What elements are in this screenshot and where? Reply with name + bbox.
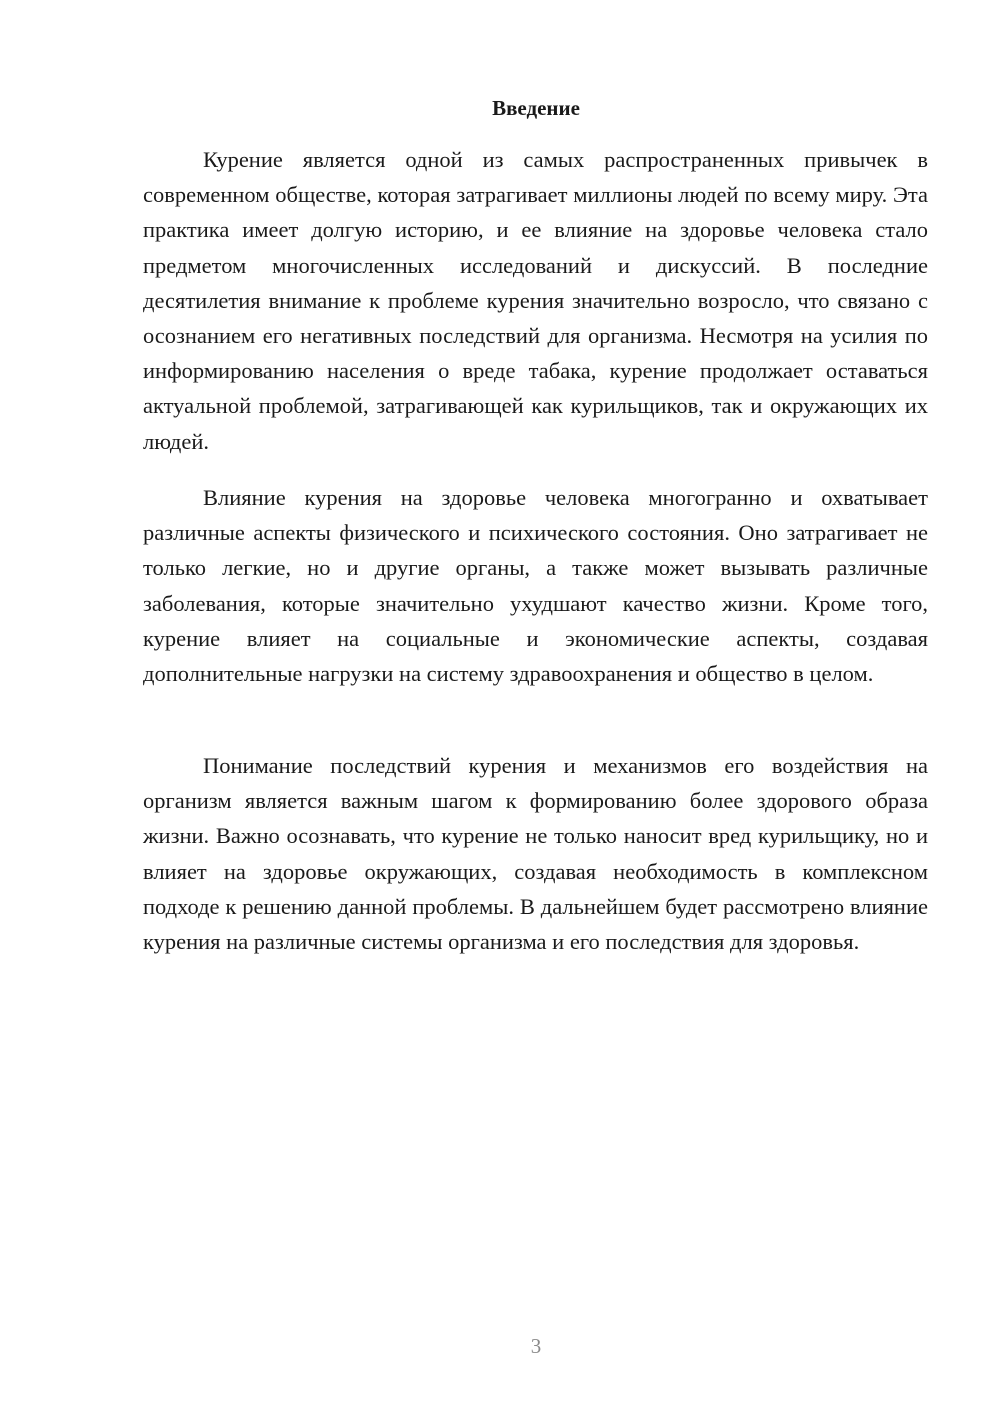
section-heading: Введение — [492, 96, 580, 120]
paragraph-3: Понимание последствий курения и механизмов его воздействия на организм является важным шагом к формированию более здорового образа жизни. Важно осознавать, что курение не только наносит вред курильщику, но и влияет на здоровье окружающих, создавая необходимость в комплексном подходе к решению данной проблемы. В дальнейшем будет рассмотрено влияние курения на различные системы организма и его последствия для здоровья. — [143, 753, 928, 955]
paragraph-1: Курение является одной из самых распространенных привычек в современном обществе, которая затрагивает миллионы людей по всему миру. Эта практика имеет долгую историю, и ее влияние на здоровье человека стало предметом многочисленных исследований и дискуссий. В последние десятилетия внимание к проблеме курения значительно возросло, что связано с осознанием его негативных последствий для организма. Несмотря на усилия по информированию населения о вреде табака, курение продолжает оставаться актуальной проблемой, затрагивающей как курильщиков, так и окружающих их людей. — [143, 147, 928, 454]
page-number: 3 — [530, 1334, 542, 1358]
paragraph-2: Влияние курения на здоровье человека многогранно и охватывает различные аспекты физического и психического состояния. Оно затрагивает не только легкие, но и другие органы, а также может вызывать различные заболевания, которые значительно ухудшают качество жизни. Кроме того, курение влияет на социальные и экономические аспекты, создавая дополнительные нагрузки на систему здравоохранения и общество в целом. — [143, 485, 928, 687]
